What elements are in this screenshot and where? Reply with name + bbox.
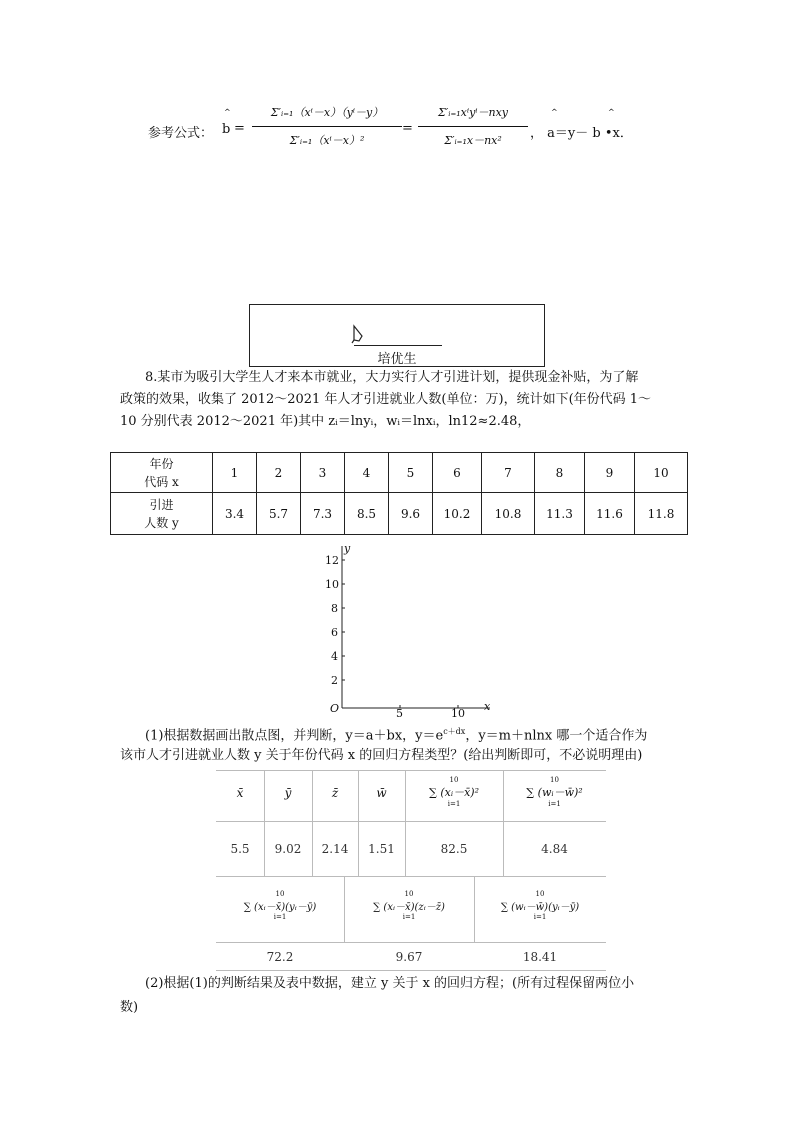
question-1-line-2: 该市人才引进就业人数 y 关于年份代码 x 的回归方程类型？(给出判断即可，不必说明理由)	[120, 748, 643, 763]
y-tick-label: 10	[325, 578, 339, 591]
cell: 7	[482, 453, 535, 493]
banner-label: 培优生	[377, 352, 417, 367]
cell: 3.4	[213, 493, 257, 535]
data-table	[110, 452, 688, 535]
cell: 3	[301, 453, 345, 493]
value-x-bar: 5.5	[230, 842, 250, 856]
value-sum-xx: 82.5	[440, 842, 468, 856]
pen-icon	[351, 324, 367, 344]
value-y-bar: 9.02	[274, 842, 302, 856]
origin-label: O	[330, 702, 340, 715]
cell: 10.2	[433, 493, 482, 535]
header-sum-xy: 10 ∑ (xᵢ－x̄)(yᵢ－ȳ) i=1	[243, 890, 317, 921]
grid-line	[216, 970, 606, 971]
header-y-bar: ȳ	[284, 786, 292, 800]
equals-1: =	[234, 121, 245, 136]
y-tick-label: 8	[331, 602, 338, 615]
header-sum-xz: 10 ∑ (xᵢ－x̄)(zᵢ－z̄) i=1	[373, 890, 445, 921]
x-tick-label: 5	[396, 707, 403, 718]
fraction2-bar	[418, 126, 528, 127]
y-tick-label: 6	[331, 626, 338, 639]
grid-line	[216, 770, 606, 771]
cell: 11.3	[535, 493, 585, 535]
cell: 10.8	[482, 493, 535, 535]
a-hat: ^	[551, 108, 558, 117]
cell: 2	[257, 453, 301, 493]
value-w-bar: 1.51	[368, 842, 395, 856]
question-2-line-1: (2)根据(1)的判断结果及表中数据，建立 y 关于 x 的回归方程；(所有过程保留两位小	[145, 976, 635, 991]
problem-line-2: 政策的效果，收集了 2012～2021 年人才引进就业人数(单位：万)，统计如下(年份代码 1～	[120, 392, 652, 407]
cell: 4	[345, 453, 389, 493]
problem-line-3: 10 分别代表 2012～2021 年)其中 zᵢ＝lnyᵢ，wᵢ＝lnxᵢ，ln12≈2.48，	[120, 414, 531, 429]
row-header-y: 引进 人数 y	[111, 493, 213, 535]
formula-prefix: 参考公式：	[148, 126, 214, 141]
problem-line-1: 8.某市为吸引大学生人才来本市就业，大力实行人才引进计划，提供现金补贴，为了解	[145, 370, 639, 385]
b-hat: ^	[224, 108, 231, 117]
y-tick-label: 4	[331, 650, 338, 663]
cell: 5.7	[257, 493, 301, 535]
value-sum-xy: 72.2	[266, 950, 294, 964]
empty-axes	[318, 540, 498, 718]
header-sum-xx: 10 ∑ (xᵢ－x̄)² i=1	[429, 776, 479, 808]
cell: 9	[585, 453, 635, 493]
cell: 11.6	[585, 493, 635, 535]
header-sum-wy: 10 ∑ (wᵢ－w̄)(yᵢ－ȳ) i=1	[500, 890, 580, 921]
fraction1-bar	[252, 126, 402, 127]
y-axis-label: y	[344, 542, 351, 555]
value-sum-ww: 4.84	[541, 842, 568, 856]
table-row-y	[111, 493, 688, 535]
header-z-bar: z̄	[331, 786, 339, 800]
fraction1-numerator: Σ′ᵢ₌₁（xⁱ－x）（yⁱ－y）	[270, 106, 384, 119]
level-banner	[249, 304, 545, 367]
value-sum-xz: 9.67	[395, 950, 423, 964]
cell: 6	[433, 453, 482, 493]
header-w-bar: w̄	[376, 786, 387, 800]
b-symbol: b	[222, 122, 231, 137]
y-tick-label: 12	[325, 554, 339, 567]
equals-2: =	[402, 121, 413, 136]
fraction1-denominator: Σ′ᵢ₌₁（xⁱ－x）²	[289, 134, 365, 147]
header-sum-ww: 10 ∑ (wᵢ－w̄)² i=1	[526, 776, 583, 808]
fraction2-numerator: Σ′ᵢ₌₁xⁱyⁱ－nxy	[437, 106, 509, 119]
banner-underline	[354, 345, 442, 346]
grid-line	[216, 876, 606, 877]
cell: 10	[635, 453, 688, 493]
question-2-line-2: 数)	[120, 1000, 139, 1015]
grid-line	[216, 942, 606, 943]
cell: 11.8	[635, 493, 688, 535]
formula-tail: ， a＝y－ b •x．	[530, 126, 633, 141]
cell: 7.3	[301, 493, 345, 535]
x-tick-label: 10	[451, 707, 465, 718]
cell: 8	[535, 453, 585, 493]
grid-line	[216, 821, 606, 822]
y-tick-label: 2	[331, 674, 338, 687]
reference-formula	[148, 104, 668, 164]
header-x-bar: x̄	[236, 786, 244, 800]
value-sum-wy: 18.41	[522, 950, 558, 964]
row-header-x: 年份 代码 x	[111, 453, 213, 493]
b-hat-2: ^	[608, 108, 615, 117]
cell: 1	[213, 453, 257, 493]
cell: 8.5	[345, 493, 389, 535]
x-axis-label: x	[484, 700, 491, 713]
table-row-x	[111, 453, 688, 493]
value-z-bar: 2.14	[321, 842, 349, 856]
question-1-line-1: (1)根据数据画出散点图，并判断，y＝a＋bx，$y=e^{c+dx}$，y＝m＋nlnx 哪一个适合作为	[145, 727, 648, 744]
cell: 5	[389, 453, 433, 493]
fraction2-denominator: Σ′ᵢ₌₁x－nx²	[444, 134, 502, 147]
cell: 9.6	[389, 493, 433, 535]
